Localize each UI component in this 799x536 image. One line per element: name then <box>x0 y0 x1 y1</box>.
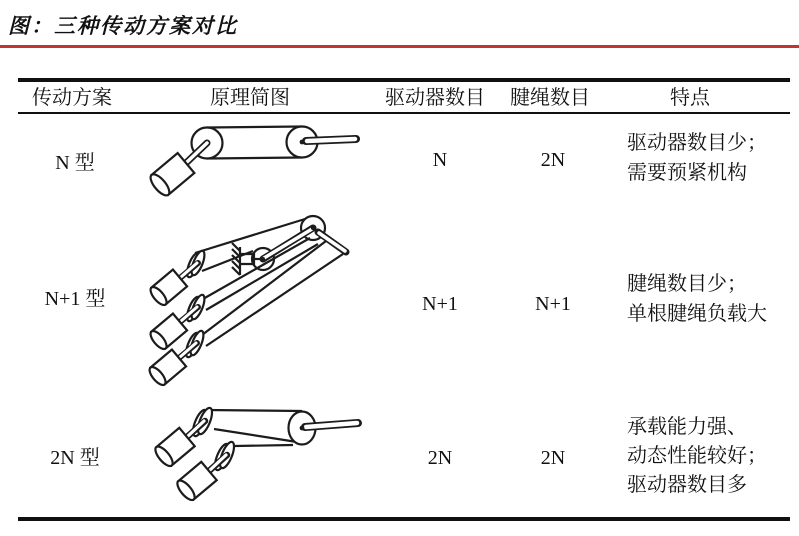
row-2n-scheme-label: 2N 型 <box>50 447 100 469</box>
feature-line: 单根腱绳负载大 <box>627 303 767 325</box>
figure-title: 图：三种传动方案对比 <box>8 14 238 38</box>
table-header-rule <box>18 112 790 114</box>
row-n-tendons-value: 2N <box>540 149 566 171</box>
row-n1-drivers-value: N+1 <box>422 293 458 315</box>
table-bottom-rule <box>18 517 790 521</box>
n-type-schematic <box>130 116 365 216</box>
row-n-drivers-value: N <box>432 149 448 171</box>
feature-line: 驱动器数目少； <box>627 132 767 154</box>
2n-type-schematic <box>150 395 362 512</box>
column-header-scheme: 传动方案 <box>32 87 112 109</box>
row-2n-tendons-value: 2N <box>540 447 566 469</box>
row-n-scheme-label: N 型 <box>55 152 95 174</box>
motor-assembly <box>152 406 214 469</box>
column-header-features: 特点 <box>670 87 710 109</box>
column-header-tendons: 腱绳数目 <box>510 87 590 109</box>
row-n1-features <box>627 269 767 329</box>
feature-line: 动态性能较好； <box>627 445 767 467</box>
feature-line: 承载能力强、 <box>627 416 747 438</box>
feature-line: 腱绳数目少； <box>627 273 747 295</box>
column-header-diagram: 原理简图 <box>210 87 290 109</box>
n-plus-1-type-schematic <box>140 213 365 390</box>
row-2n-features <box>627 413 767 500</box>
row-2n-drivers-value: 2N <box>427 447 453 469</box>
title-accent-rule <box>0 45 799 48</box>
feature-line: 驱动器数目多 <box>627 474 747 496</box>
row-n1-tendons-value: N+1 <box>535 293 571 315</box>
column-header-drivers: 驱动器数目 <box>385 87 485 109</box>
row-n-features <box>627 128 767 188</box>
table-top-rule <box>18 78 790 82</box>
feature-line: 需要预紧机构 <box>627 162 747 184</box>
row-n1-scheme-label: N+1 型 <box>44 288 106 310</box>
